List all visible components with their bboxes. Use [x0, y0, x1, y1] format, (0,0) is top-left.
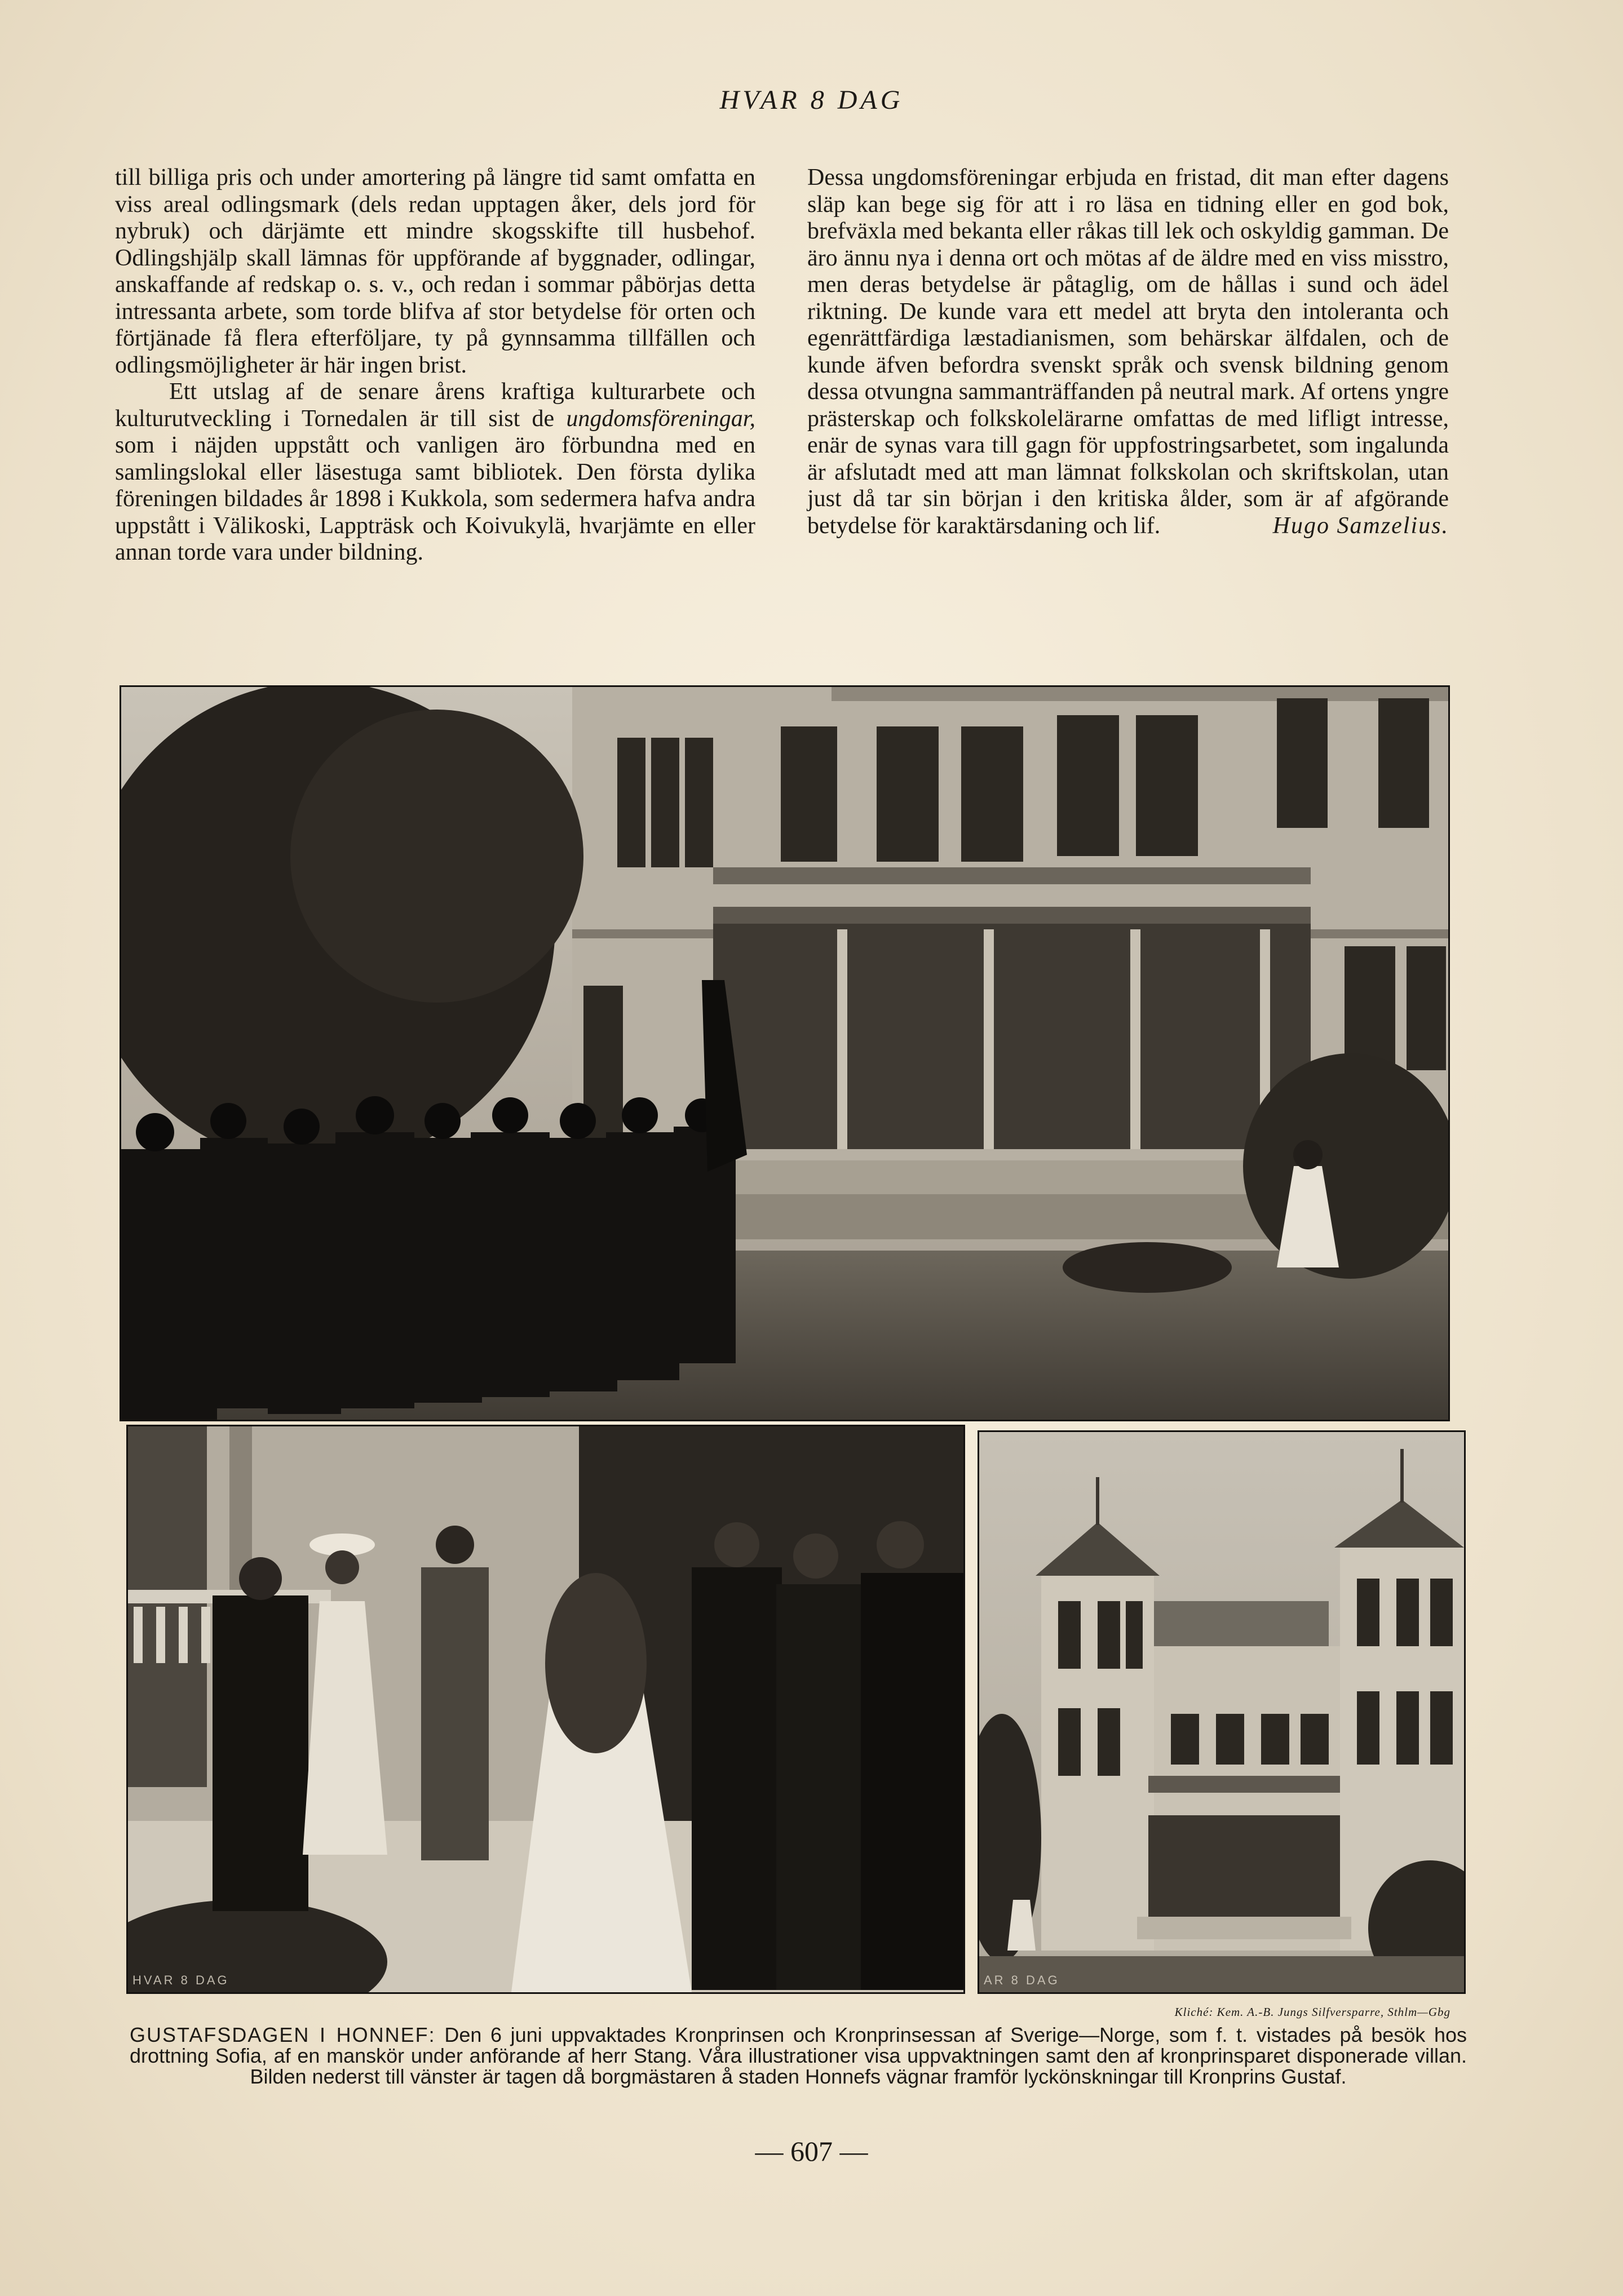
photo-credit: Kliché: Kem. A.-B. Jungs Silfversparre, Sthlm—Gbg: [1174, 2005, 1450, 2019]
running-header: HVAR 8 DAG: [719, 85, 904, 115]
photo-villa-exterior: [978, 1430, 1466, 1994]
photo-villa-choir-image: [121, 687, 1448, 1420]
photo-villa-exterior-image: [979, 1432, 1464, 1992]
figure-caption: [130, 2024, 1467, 2087]
photo-mayor-greeting: [126, 1425, 965, 1994]
caption-title: GUSTAFSDAGEN I HONNEF:: [130, 2023, 436, 2046]
paragraph: till billiga pris och under amortering på längre tid samt omfatta en viss areal odlingsmark (dels redan upptagen åker, dels jord för nybruk) och därjämte ett mindre skogsskifte till husbehof. Odlingshjälp skall lämnas för uppförande af byggnader, odlingar, anskaffande af redskap o. s. v., och redan i sommar påbörjas detta intressanta arbete, som torde blifva af stor betydelse för orten och förtjänade få flera efterföljare, ty på gynnsamma tillfällen och odlingsmöjligheter är här ingen brist.: [115, 165, 755, 378]
author-signature: Hugo Samzelius.: [1272, 513, 1449, 539]
paragraph: Ett utslag af de senare årens kraftiga kulturarbete och kulturutveckling i Tornedalen är till sist de ungdomsföreningar, som i näjden uppstått och vanligen äro förbundna med en samlingslokal eller läsestuga samt bibliotek. Den första dylika föreningen bildades år 1898 i Kukkola, som sedermera hafva andra uppstått i Välikoski, Lappträsk och Koivukylä, hvarjämte en eller annan torde vara under bildning.: [115, 379, 755, 565]
left-text-column: [115, 165, 755, 566]
emphasis: ungdomsföreningar,: [566, 405, 755, 432]
photo-watermark: AR 8 DAG: [984, 1973, 1060, 1987]
photo-mayor-greeting-image: [128, 1426, 963, 1992]
page-number: — 607 —: [755, 2135, 868, 2167]
paragraph: Dessa ungdomsföreningar erbjuda en fristad, dit man efter dagens släp kan bege sig för att i ro läsa en tidning eller en god bok, brefväxla med bekanta eller råkas till lek och oskyldig gamman. De äro ännu nya i denna ort och mötas af de äldre med en viss misstro, men deras betydelse är påtaglig, om de hållas i sund och ädel riktning. De kunde vara ett medel att bryta den intoleranta och egenrättfärdiga læstadianismen, som behärskar älfdalen, och de kunde äfven befordra svenskt språk och svensk bildning genom dessa otvungna sammanträffanden på neutral mark. Af ortens yngre prästerskap och folkskolelärarne omfattas de med lifligt intresse, enär de synas vara till gagn för uppfostringsarbetet, som ingalunda är afslutadt med att man lämnat folkskolan och skriftskolan, utan just då tar sin början i den kritiska ålder, som är af afgörande betydelse för karaktärsdaning och lif.: [807, 165, 1449, 539]
photo-villa-choir: [120, 685, 1450, 1421]
right-text-column: [807, 165, 1449, 540]
photo-watermark: HVAR 8 DAG: [132, 1973, 229, 1987]
caption-text: Den 6 juni uppvaktades Kronprinsen och Kronprinsessan af Sverige—Norge, som f. t. vistades på besök hos drottning Sofia, af en manskör under anförande af herr Stang. Våra illustrationer visa uppvaktningen samt den af kronprinsparet disponerade villan. Bilden nederst till vänster är tagen då borgmästaren å staden Honnefs vägnar framför lyckönskningar till Kronprins Gustaf.: [130, 2023, 1467, 2088]
